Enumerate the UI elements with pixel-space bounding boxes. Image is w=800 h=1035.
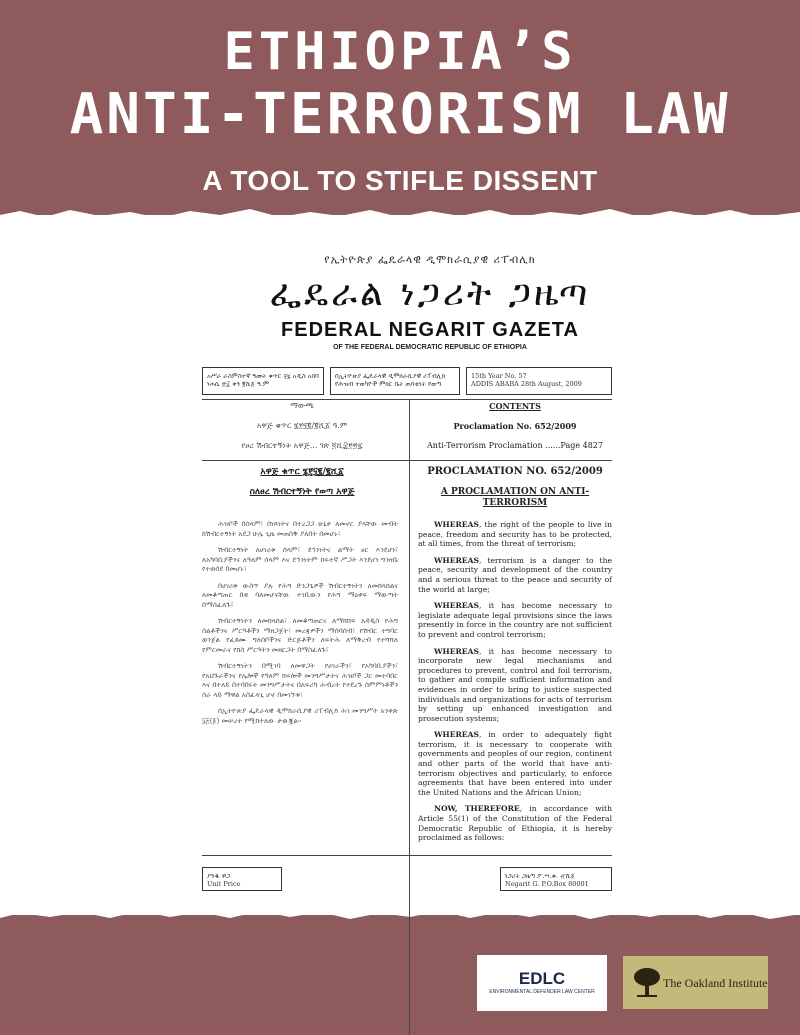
amharic-paragraph: ሽብርተኝነትን በሚገባ ለመዋጋት የሀገራችን፣ የአካባቢያችን፣ የአህጉራችንና የሌሎች የዓለም ክፍሎች መንግሥታትና ሕዝቦች ጋር መተባበር እና በተለይ በተባበሩት መንግሥታትና በአፍሪካ ሕብረት የተደረጉ ስምምነቶችን ስራ ላይ ማዋል አስፈላጊ ሆኖ በመገኘቱ፣ <box>202 662 398 699</box>
info-box-middle: በኢትዮጵያ ፌዴራላዊ ዲሞክራሲያዊ ሪፐብሊክ የሕዝብ ተወካዮች ምክር ቤት ጠባቂነት የወጣ <box>330 367 460 395</box>
subheading-amharic: ስለፀረ ሽብርተኝነት የወጣ አዋጅ <box>249 487 355 497</box>
proc-no-amharic: አዋጅ ቁጥር ፮፻፶፪/፪ሺ፩ ዓ.ም <box>256 421 348 430</box>
po-box-label: Negarit G. P.O.Box 80001 <box>505 880 589 888</box>
contents-amharic: ማውጫ <box>290 401 314 410</box>
torn-edge-top-icon <box>0 205 800 225</box>
amharic-paragraph: ሽብርተኝነትን ለመከላከል፣ ለመቆጣጠርና ለማክሸፍ አዳዲስ የሕግ ስልቶችንና ሥርዓቶችን ማዘጋጀት፣ መረጃዎችን ማሰባሰብ፣ የሽብር ተግባር ወንጀል የፈጸሙ ግለሰቦችንና ድርጅቶችን ለፍትሕ ለማቅረብ የተሻሻለ የምርመራና የክስ ሥርዓትን መዘርጋት በማስፈለጉ፣ <box>202 617 398 654</box>
masthead-subtitle: OF THE FEDERAL DEMOCRATIC REPUBLIC OF ETHIOPIA <box>333 344 527 351</box>
masthead-title: FEDERAL NEGARIT GAZETA <box>281 319 579 341</box>
date-line: ADDIS ABABA 28th August, 2009 <box>471 380 582 388</box>
gazette-page <box>0 215 800 915</box>
torn-edge-bottom-icon <box>0 905 800 925</box>
amharic-paragraph: በኢትዮጵያ ፌዴራላዊ ዲሞክራሲያዊ ሪፐብሊክ ሕገ መንግሥት አንቀጽ ፶፭(፩) መሠረት የሚከተለው ታውጇል፡፡ <box>202 707 398 725</box>
english-column <box>418 520 612 850</box>
column-divider <box>409 400 410 1035</box>
amharic-paragraph: ሽብርተኝነት ለሀገሪቱ ሰላም፣ ደኅንነትና ልማት ፀር እንደሆነ፣ ለአካባቢያችንና ለዓለም ሰላም እና ደኅንነትም ከፍተኛ ሥጋት እንደሆነ ግንዛቤ የተወሰደ በመሆኑ፣ <box>202 546 398 573</box>
title-line-1: ETHIOPIA’S <box>223 22 577 82</box>
partner-logos <box>0 955 800 1015</box>
year-number: 15th Year No. 57 <box>471 372 527 380</box>
unit-price-label: Unit Price <box>207 880 241 888</box>
amharic-paragraph: ሕዝቦች በሰላም፣ በነጻነትና በተረጋጋ ሁኔታ ለመኖር ያላቸው መብት ከሽብርተኝነት አደጋ ሁሌ ጊዜ መጠበቅ ያለበት በመሆኑ፣ <box>202 520 398 538</box>
title-line-2: ANTI-TERRORISM LAW <box>69 82 731 147</box>
subheading: A PROCLAMATION ON ANTI-TERRORISM <box>440 487 590 508</box>
amharic-column <box>202 520 398 733</box>
masthead-amharic-title: ፌዴራል ነጋሪት ጋዜጣ <box>269 273 591 314</box>
divider <box>202 460 612 461</box>
masthead-amharic-small: የኢትዮጵያ ፌዴራላዊ ዲሞክራሲያዊ ሪፐብሊክ <box>324 253 536 266</box>
oak-tree-icon <box>633 966 661 998</box>
po-box-amharic: ነጋሪት ጋዜጣ ፖ.ሣ.ቁ. ፹ሺ፩ <box>505 872 575 880</box>
english-paragraph: WHEREAS, terrorism is a danger to the peace, security and development of the country and a serious threat to the peace and security of the world at large; <box>418 555 612 594</box>
english-paragraph: WHEREAS, it has become necessary to incorporate new legal mechanisms and procedures to prevent, control and foil terrorism, to gather and compile sufficient information and evidences in order to bring to justice suspected individuals and organizations for acts of terrorism by setting up enhanced investigation and prosecution systems; <box>418 646 612 723</box>
unit-price-box <box>202 867 282 891</box>
info-box-left: አሥራ ራስምስተኛ ዓመት ቁጥር ፶፯ አዲስ አበባ ነሐሴ ፳፰ ቀን ፪ሺ፩ ዓ.ም <box>202 367 324 395</box>
edlc-name: EDLC <box>518 969 566 988</box>
english-paragraph: WHEREAS, it has become necessary to legislate adequate legal provisions since the laws presently in force in the country are not sufficient to prevent and control terrorism; <box>418 601 612 639</box>
heading: PROCLAMATION NO. 652/2009 <box>427 466 603 477</box>
proc-no: Proclamation No. 652/2009 <box>453 421 577 431</box>
english-paragraph: WHEREAS, the right of the people to live in peace, freedom and security has to be protected, at all times, from the threat of terrorism; <box>418 520 612 549</box>
info-box-right <box>466 367 612 395</box>
english-paragraph: NOW, THEREFORE, in accordance with Article 55(1) of the Constitution of the Federal Democratic Republic of Ethiopia, it is hereby proclaimed as follows: <box>418 804 612 843</box>
edlc-logo <box>477 955 607 1011</box>
po-box <box>500 867 612 891</box>
amharic-paragraph: በሀገሪቱ ውስጥ ያሉ የሕግ ድንጋጌዎች ሽብርተኝነትን ለመከላከልና ለመቆጣጠር በቂ ባለመሆናቸው ተገቢውን የሕግ ማዕቀፍ ማውጣት በማስፈለጉ፣ <box>202 581 398 609</box>
contents-heading: CONTENTS <box>489 401 541 411</box>
oakland-name: The Oakland Institute <box>663 976 768 990</box>
proc-page-amharic: የፀረ ሽብርተኝነት አዋጅ... ገጽ ፬ሺ፰፻፳፯ <box>241 441 363 450</box>
divider <box>202 855 612 856</box>
unit-price-amharic: ያንዱ ዋጋ <box>207 872 231 880</box>
edlc-subtitle: ENVIRONMENTAL DEFENDER LAW CENTER <box>489 989 595 995</box>
proc-page: Anti-Terrorism Proclamation ......Page 4827 <box>427 441 603 450</box>
cover-header <box>0 0 800 225</box>
english-paragraph: WHEREAS, in order to adequately fight terrorism, it is necessary to cooperate with governments and peoples of our region, continent and other parts of the world that have anti-terrorism objectives and particularly, to enforce agreements that have been entered into under the United Nations and the African Union; <box>418 730 612 797</box>
cover-subtitle: A TOOL TO STIFLE DISSENT <box>202 165 598 196</box>
heading-amharic: አዋጅ ቁጥር ፮፻፶፪/፪ሺ፩ <box>260 467 344 477</box>
divider <box>202 399 612 400</box>
oakland-institute-logo <box>623 956 768 1009</box>
